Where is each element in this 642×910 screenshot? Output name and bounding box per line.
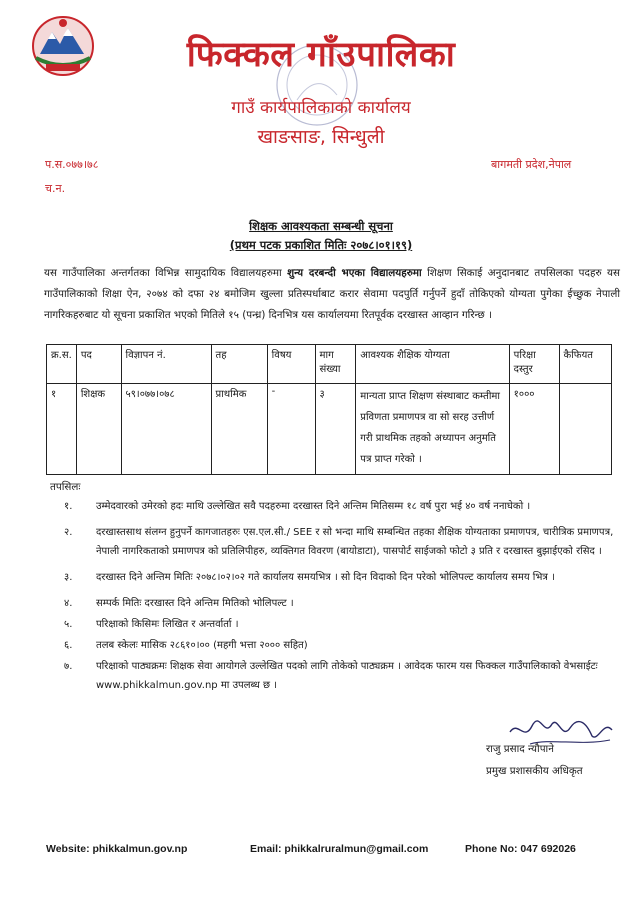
col-header-level: तह [211,345,267,384]
note-number: ७. [64,661,73,672]
note-number: २. [64,527,73,538]
col-header-qualification: आवश्यक शैक्षिक योग्यता [356,345,509,384]
office-location: खाङसाङ, सिन्धुली [257,126,385,148]
col-header-sn: क्र.स. [47,345,77,384]
cell-demand: ३ [315,384,356,475]
table-header-row [47,345,612,384]
table-row [47,384,612,475]
notes-list [50,497,620,697]
province-label: बागमती प्रदेश,नेपाल [491,158,572,171]
col-header-remarks: कैफियत [559,345,611,384]
municipality-title: फिक्कल गाँउपालिका [186,35,456,75]
footer-website: Website: phikkalmun.gov.np [46,843,188,855]
footer-email: Email: phikkalruralmun@gmail.com [250,843,429,855]
cell-post: शिक्षक [76,384,121,475]
intro-text-post: शिक्षण सिकाई अनुदानबाट तपसिलका पदहरु यस गाउँपालिकाको शिक्षा ऐन, २०७४ को दफा २४ बमोजिम खुल्ला प्रतिस्पर्धाबाट करार सेवामा पदपुर्ति गर्नुपर्ने हुदाँ तोकिएको योग्यता पुगेका ईच्छुक नेपाली नागरिकहरुबाट यो सूचना प्रकाशित भएकाे मितिले १५ (पन्ध्र) दिनभित्र यस कार्यालयमा रितपूर्वक दरखास्त आव्हान गरिन्छ । [44,267,620,321]
note-number: ६. [64,640,73,651]
note-text: दरखास्त दिने अन्तिम मितिः २०७८।०२।०२ गते कार्यालय समयभित्र । सो दिन विदाको दिन परेको भोलिपल्ट कार्यालय समय भित्र । [96,572,555,583]
notice-title: शिक्षक आवश्यकता सम्बन्धी सूचना [249,219,393,233]
intro-text-bold: शुन्य दरबन्दी भएका विद्यालयहरुमा [287,267,422,279]
col-header-post: पद [76,345,121,384]
notice-intro-paragraph [44,263,620,326]
intro-text-pre: यस गाउँपालिका अन्तर्गतका विभिन्न सामुदायिक विद्यालयहरुमा [44,267,288,279]
list-item [50,497,620,516]
cell-qualification: मान्यता प्राप्त शिक्षण संस्थाबाट कम्तीमा प्रविणता प्रमाणपत्र वा सो सरह उत्तीर्ण गरी प्राथमिक तहको अध्यापन अनुमति पत्र प्राप्त गरेको । [356,384,509,475]
cell-sn: १ [47,384,77,475]
list-item [50,615,620,634]
notes-heading: तपसिलः [50,481,81,493]
list-item [50,594,620,613]
note-text: परिक्षाको किसिमः लिखित र अन्तर्वार्ता । [96,619,239,630]
col-header-demand: माग संख्या [315,345,356,384]
col-header-subject: विषय [267,345,315,384]
note-text: परिक्षाको पाठ्यक्रमः शिक्षक सेवा आयोगले उल्लेखित पदको लागि तोकेको पाठ्यक्रम । आवेदक फारम यस फिक्कल गाउँपालिकाको वेभसाईटः www.phikkalmun.gov.np मा उपलब्ध छ । [96,661,598,691]
note-number: ५. [64,619,73,630]
cell-remarks [559,384,611,475]
cell-exam-fee: १००० [509,384,559,475]
note-number: ४. [64,598,73,609]
office-name: गाउँ कार्यपालिकाको कार्यालय [231,98,411,118]
list-item [50,657,620,695]
vacancy-table [46,344,612,475]
signatory-title: प्रमुख प्रशासकीय अधिकृत [486,765,583,777]
col-header-exam-fee: परिक्षा दस्तुर [509,345,559,384]
note-text: तलब स्केलः मासिक २८६१०।०० (महगी भत्ता २००० सहित) [96,640,308,651]
note-text: उम्मेदवारको उमेरको हदः माथि उल्लेखित सवै पदहरुमा दरखास्त दिने अन्तिम मितिसम्म १८ वर्ष पुरा भई ४० वर्ष ननाघेको । [96,501,531,512]
cell-subject: - [267,384,315,475]
list-item [50,568,620,587]
notice-publish-date: (प्रथम पटक प्रकाशित मितिः २०७८।०१।१९) [229,238,413,252]
note-number: ३. [64,572,73,583]
dispatch-number: च.न. [45,182,66,195]
reference-number: प.स.०७७।७८ [45,158,99,171]
cell-level: प्राथमिक [211,384,267,475]
note-text: सम्पर्क मितिः दरखास्त दिने अन्तिम मितिको भोलिपल्ट । [96,598,294,609]
cell-advert-no: ५९।०७७।०७८ [121,384,211,475]
list-item [50,636,620,655]
col-header-advert-no: विज्ञापन नं. [121,345,211,384]
signatory-name: राजु प्रसाद न्यौपाने [486,743,554,755]
note-text: दरखास्तसाथ संलग्न हुनुपर्ने कागजातहरुः एस.एल.सी./ SEE र सो भन्दा माथि सम्बन्धित तहका शैक्षिक योग्यताका प्रमाणपत्र, चारीत्रिक प्रमाणपत्र, नेपाली नागरिकताको प्रमाणपत्र को प्रतिलिपीहरु, व्यक्तिगत विवरण (बायोडाटा), पासपोर्ट साईजको फोटो ३ प्रति र दरखास्त बुझाईएको रसिद । [96,527,614,557]
list-item [50,523,620,561]
footer-phone: Phone No: 047 692026 [465,843,576,855]
note-number: १. [64,501,73,512]
